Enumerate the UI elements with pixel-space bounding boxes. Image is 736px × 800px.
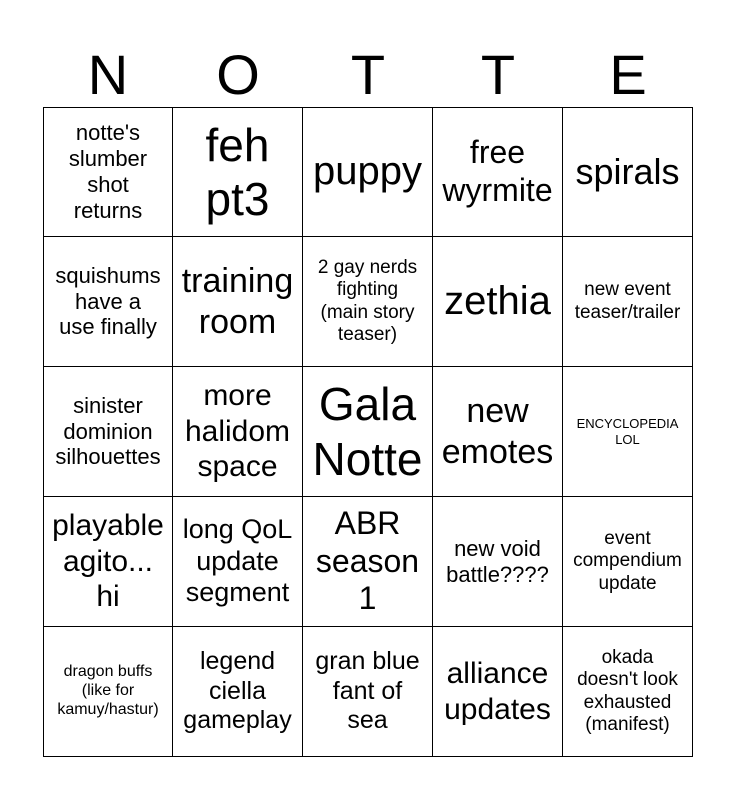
cell-text: gran blue fant of sea <box>315 647 420 735</box>
bingo-cell[interactable] <box>43 627 173 757</box>
bingo-cell[interactable] <box>563 237 693 367</box>
header-letter-t2: T <box>480 43 516 106</box>
bingo-cell[interactable] <box>303 237 433 367</box>
cell-text: puppy <box>313 149 422 194</box>
cell-text: new void battle???? <box>446 535 549 587</box>
cell-text: more halidom space <box>184 379 291 484</box>
cell-text: spirals <box>575 150 680 192</box>
cell-text: zethia <box>444 278 551 323</box>
cell-text: free wyrmite <box>442 134 553 208</box>
header-letter-e: E <box>609 43 647 106</box>
bingo-cell[interactable] <box>563 627 693 757</box>
bingo-cell[interactable] <box>433 367 563 497</box>
bingo-cell[interactable] <box>563 107 693 237</box>
cell-text: playable agito... hi <box>52 509 164 614</box>
bingo-cell[interactable] <box>563 367 693 497</box>
bingo-cell[interactable] <box>43 107 173 237</box>
header-letter-t1: T <box>350 43 386 106</box>
cell-text: squishums have a use finally <box>55 262 161 340</box>
header-letter-o: O <box>216 43 260 106</box>
bingo-header <box>43 42 693 108</box>
cell-text: training room <box>181 262 294 341</box>
cell-text: new event teaser/trailer <box>574 279 681 323</box>
header-letter-n: N <box>87 43 129 106</box>
cell-text: 2 gay nerds fighting (main story teaser) <box>317 256 418 345</box>
bingo-cell[interactable] <box>43 497 173 627</box>
bingo-cell[interactable] <box>303 107 433 237</box>
cell-text: dragon buffs (like for kamuy/hastur) <box>57 663 159 718</box>
bingo-cell[interactable] <box>303 497 433 627</box>
cell-text: event compendium update <box>573 527 682 594</box>
bingo-cell[interactable] <box>433 237 563 367</box>
cell-text: notte's slumber shot returns <box>68 120 148 223</box>
bingo-cell[interactable] <box>563 497 693 627</box>
bingo-cell[interactable] <box>173 107 303 237</box>
bingo-cell[interactable] <box>173 497 303 627</box>
cell-text: new emotes <box>441 392 554 471</box>
bingo-cell[interactable] <box>173 627 303 757</box>
cell-text: ENCYCLOPEDIA LOL <box>576 416 679 447</box>
bingo-cell[interactable] <box>43 367 173 497</box>
cell-text: feh pt3 <box>205 118 270 225</box>
bingo-cell[interactable] <box>43 237 173 367</box>
bingo-cell[interactable] <box>433 107 563 237</box>
cell-text: alliance updates <box>444 657 551 726</box>
cell-text: okada doesn't look exhausted (manifest) <box>577 646 678 735</box>
cell-text: ABR season 1 <box>315 504 420 617</box>
bingo-cell[interactable] <box>173 237 303 367</box>
bingo-board <box>43 107 693 757</box>
cell-text: Gala Notte <box>312 378 423 485</box>
cell-text: legend ciella gameplay <box>183 647 292 735</box>
cell-text: long QoL update segment <box>182 513 293 608</box>
cell-text: sinister dominion silhouettes <box>55 392 161 470</box>
bingo-cell[interactable] <box>433 627 563 757</box>
bingo-cell[interactable] <box>173 367 303 497</box>
bingo-cell[interactable] <box>303 367 433 497</box>
bingo-cell[interactable] <box>433 497 563 627</box>
bingo-cell[interactable] <box>303 627 433 757</box>
